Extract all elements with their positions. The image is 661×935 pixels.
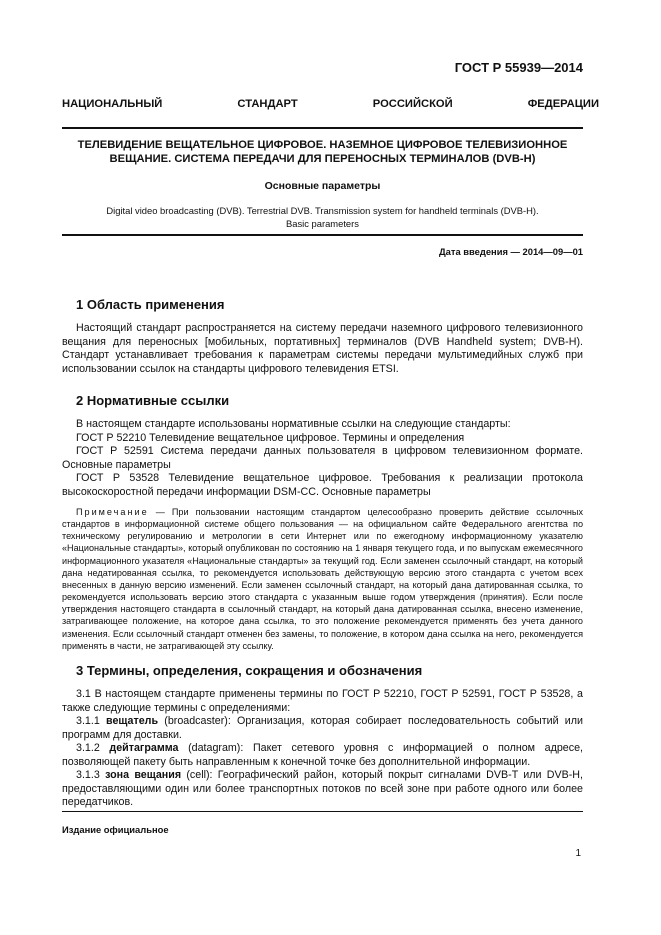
reference-item: ГОСТ Р 53528 Телевидение вещательное цифровое. Требования к реализации протокола высокоскоростной передачи информации DSM-CC. Основные параметры xyxy=(62,472,583,498)
term-text: (cell): Географический район, который покрыт сигналами DVB-T или DVB-H, предоставляющими один или более транспортных потоков по всей зоне при работе одного или более передатчиков. xyxy=(62,769,583,808)
divider xyxy=(62,811,583,812)
introduction-date: Дата введения — 2014—09—01 xyxy=(438,246,583,257)
term-text: (broadcaster): Организация, которая собирает последовательность событий или программ для доставки. xyxy=(62,715,583,741)
scope-paragraph: Настоящий стандарт распространяется на систему передачи наземного цифрового телевизионного вещания для переносных [мобильных, портативных] терминалов (DVB Handheld system; DVB-H). Стандарт устанавливает требования к параметрам системы передачи мультимедийных служб при использовании ссылок на стандарты цифрового телевидения ETSI. xyxy=(62,322,583,375)
divider xyxy=(62,127,583,129)
page-number: 1 xyxy=(575,848,581,859)
term-number: 3.1.2 xyxy=(76,742,110,754)
term-number: 3.1.1 xyxy=(76,715,107,727)
terms-block xyxy=(62,688,583,810)
document-number: ГОСТ Р 55939—2014 xyxy=(454,60,583,75)
divider xyxy=(62,234,583,236)
document-subtitle-ru: Основные параметры xyxy=(264,180,381,192)
national-standard-heading: НАЦИОНАЛЬНЫЙ СТАНДАРТ РОССИЙСКОЙ ФЕДЕРАЦИИ xyxy=(62,98,599,110)
reference-item: ГОСТ Р 52210 Телевидение вещательное цифровое. Термины и определения xyxy=(76,431,465,444)
term-text: (datagram): Пакет сетевого уровня с информацией о полном адресе, позволяющей пакету быть направленным к конечной точке без дополнительной информации. xyxy=(62,742,583,768)
official-edition-label: Издание официальное xyxy=(62,824,169,835)
term-name: зона вещания xyxy=(105,769,182,781)
document-title-ru: ТЕЛЕВИДЕНИЕ ВЕЩАТЕЛЬНОЕ ЦИФРОВОЕ. НАЗЕМНОЕ ЦИФРОВОЕ ТЕЛЕВИЗИОННОЕ ВЕЩАНИЕ. СИСТЕМА ПЕРЕДАЧИ ДЛЯ ПЕРЕНОСНЫХ ТЕРМИНАЛОВ (DVB-H) xyxy=(77,139,568,165)
note-label: Примечание xyxy=(76,507,149,517)
term-number: 3.1.3 xyxy=(76,769,106,781)
note-text: — При пользовании настоящим стандартом целесообразно проверить действие ссылочных стандартов в информационной системе общего пользования — на официальном сайте Федерального агентства по техническому регулированию и метрологии в сети Интернет или по ежегодному информационному указателю «Национальные стандарты», который опубликован по состоянию на 1 января текущего года, и по выпускам ежемесячного информационного указателя «Национальные стандарты» за текущий год. Если заменен ссылочный стандарт, на который дана недатированная ссылка, то рекомендуется использовать действующую версию этого стандарта с учетом всех внесенных в данную версию изменений. Если заменен ссылочный стандарт, на который дана датированная ссылка, то рекомендуется использовать версию этого стандарта с указанным выше годом утверждения (принятия). Если после утверждения настоящего стандарта в ссылочный стандарт, на который дана датированная ссылка, внесено изменение, затрагивающее положение, на которое дана ссылка, то это положение рекомендуется применять без учета данного изменения. Если ссылочный стандарт отменен без замены, то положение, в котором дана ссылка на него, рекомендуется применять в части, не затрагивающей эту ссылку. xyxy=(62,507,583,651)
normative-references-block xyxy=(62,418,583,499)
title-en-line2: Basic parameters xyxy=(286,218,359,229)
title-en-line1: Digital video broadcasting (DVB). Terrestrial DVB. Transmission system for handheld terminals (DVB-H). xyxy=(106,205,539,216)
term-definition xyxy=(62,715,583,742)
reference-item: ГОСТ Р 52591 Система передачи данных пользователя в цифровом телевизионном формате. Основные параметры xyxy=(62,445,583,471)
terms-intro: 3.1 В настоящем стандарте применены термины по ГОСТ Р 52210, ГОСТ Р 52591, ГОСТ Р 53528, а также следующие термины с определениями: xyxy=(62,688,583,714)
section-heading-scope: 1 Область применения xyxy=(76,297,225,312)
references-intro: В настоящем стандарте использованы нормативные ссылки на следующие стандарты: xyxy=(76,418,511,430)
term-definition xyxy=(62,742,583,769)
section-heading-terms: 3 Термины, определения, сокращения и обозначения xyxy=(76,663,423,678)
references-note xyxy=(62,506,583,652)
term-name: вещатель xyxy=(106,715,159,727)
section-heading-normative-references: 2 Нормативные ссылки xyxy=(76,393,230,408)
term-definition xyxy=(62,769,583,810)
term-name: дейтаграмма xyxy=(109,742,179,754)
document-title-en xyxy=(62,204,583,230)
